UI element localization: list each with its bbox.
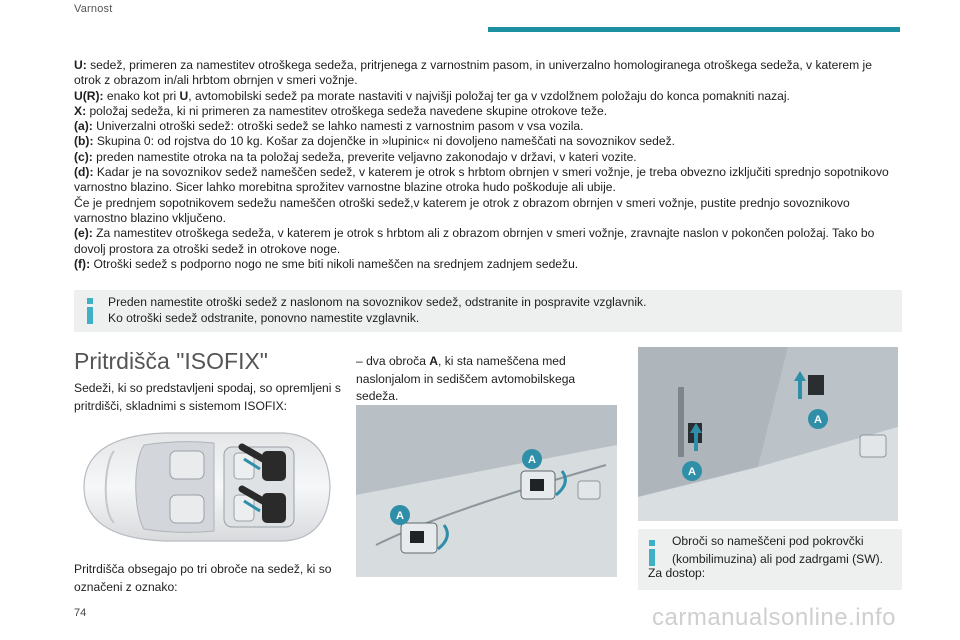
info-line-1: Preden namestite otroški sedež z naslonom na sovoznikov sedež, odstranite in pospravite vzglavnik. xyxy=(108,295,647,309)
seat-closeup-illustration xyxy=(638,347,898,521)
paragraph-d: (d): Kadar je na sovoznikov sedež nameščen sedež, v katerem je otrok s hrbtom obrnjen v smeri vožnje, je treba obvezno izključiti sprednjo sopotnikovo varnostno blazino. Sicer lahko morebitna sprožitev varnostne blazine otroka hudo poškoduje ali ubije. xyxy=(74,165,889,195)
watermark: carmanualsonline.info xyxy=(652,604,896,631)
paragraph-f: (f): Otroški sedež s podporno nogo ne sme biti nikoli nameščen na srednjem zadnjem sedežu. xyxy=(74,256,579,271)
paragraph-a: (a): Univerzalni otroški sedež: otroški sedež se lahko namesti z varnostnim pasom v vsa vozila. xyxy=(74,119,584,134)
paragraph-ur: U(R): enako kot pri U, avtomobilski sedež pa morate nastaviti v najvišji položaj ter ga v vzdolžnem položaju do konca pomakniti nazaj. xyxy=(74,88,790,103)
info-box-rings xyxy=(638,529,902,590)
paragraph-c: (c): preden namestite otroka na ta položaj sedeža, preverite veljavno zakonodajo v državi, v kateri vozite. xyxy=(74,149,637,164)
seat-photo-illustration xyxy=(356,405,617,577)
paragraph-b: (b): Skupina 0: od rojstva do 10 kg. Košar za dojenčke in »lupinic« ni dovoljeno nameščati na sovoznikov sedež. xyxy=(74,134,676,149)
isofix-rings-a-item: – dva obroča A, ki sta nameščena med naslonjalom in sediščem avtomobilskega sedeža. xyxy=(356,354,576,403)
car-top-view-illustration xyxy=(74,423,332,551)
marker-a-1: A xyxy=(528,454,536,466)
marker-a-3: A xyxy=(814,414,822,426)
marker-a-2: A xyxy=(396,510,404,522)
header-section-label: Varnost xyxy=(74,3,113,15)
isofix-rings-text: Pritrdišča obsegajo po tri obroče na sedež, ki so označeni z oznako: xyxy=(74,562,332,594)
info-rings-text: Obroči so nameščeni pod pokrovčki (kombilimuzina) ali pod zadrgami (SW). xyxy=(672,534,884,566)
paragraph-u: U: sedež, primeren za namestitev otroškega sedeža, pritrjenega z varnostnim pasom, in univerzalno homologiranega otroškega sedeža, v katerem je otrok z obrazom in/ali hrbtom obrnjen v smeri vožnje. xyxy=(74,58,872,88)
info-line-2: Ko otroški sedež odstranite, ponovno namestite vzglavnik. xyxy=(108,310,420,325)
paragraph-d-note: Če je prednjem sopotnikovem sedežu nameščen otroški sedež,v katerem je otrok z obrazom obrnjen v smeri vožnje, pustite prednjo sovoznikovo varnostno blazino vključeno. xyxy=(74,195,850,225)
info-icon-2 xyxy=(648,540,656,566)
header-accent-bar xyxy=(488,27,900,32)
isofix-ring-photo-2 xyxy=(638,347,898,521)
isofix-ring-photo-1 xyxy=(356,405,617,577)
page-number: 74 xyxy=(74,607,87,619)
paragraph-x: X: položaj sedeža, ki ni primeren za namestitev otroškega sedeža navedene skupine otrokove teže. xyxy=(74,103,608,118)
isofix-title: Pritrdišča "ISOFIX" xyxy=(74,348,268,374)
marker-a-4: A xyxy=(688,466,696,478)
body-text xyxy=(74,58,902,272)
info-box-headrest xyxy=(74,290,902,332)
paragraph-e: (e): Za namestitev otroškega sedeža, v katerem je otrok s hrbtom ali z obrazom obrnjen v smeri vožnje, zravnajte naslon v pokončen položaj. Tako bo dovolj prostora za otroški sedež in otrokove noge. xyxy=(74,226,875,256)
access-label: Za dostop: xyxy=(648,566,706,580)
info-icon xyxy=(86,298,94,324)
isofix-intro: Sedeži, ki so predstavljeni spodaj, so opremljeni s pritrdišči, skladnimi s sistemom ISOFIX: xyxy=(74,381,341,413)
